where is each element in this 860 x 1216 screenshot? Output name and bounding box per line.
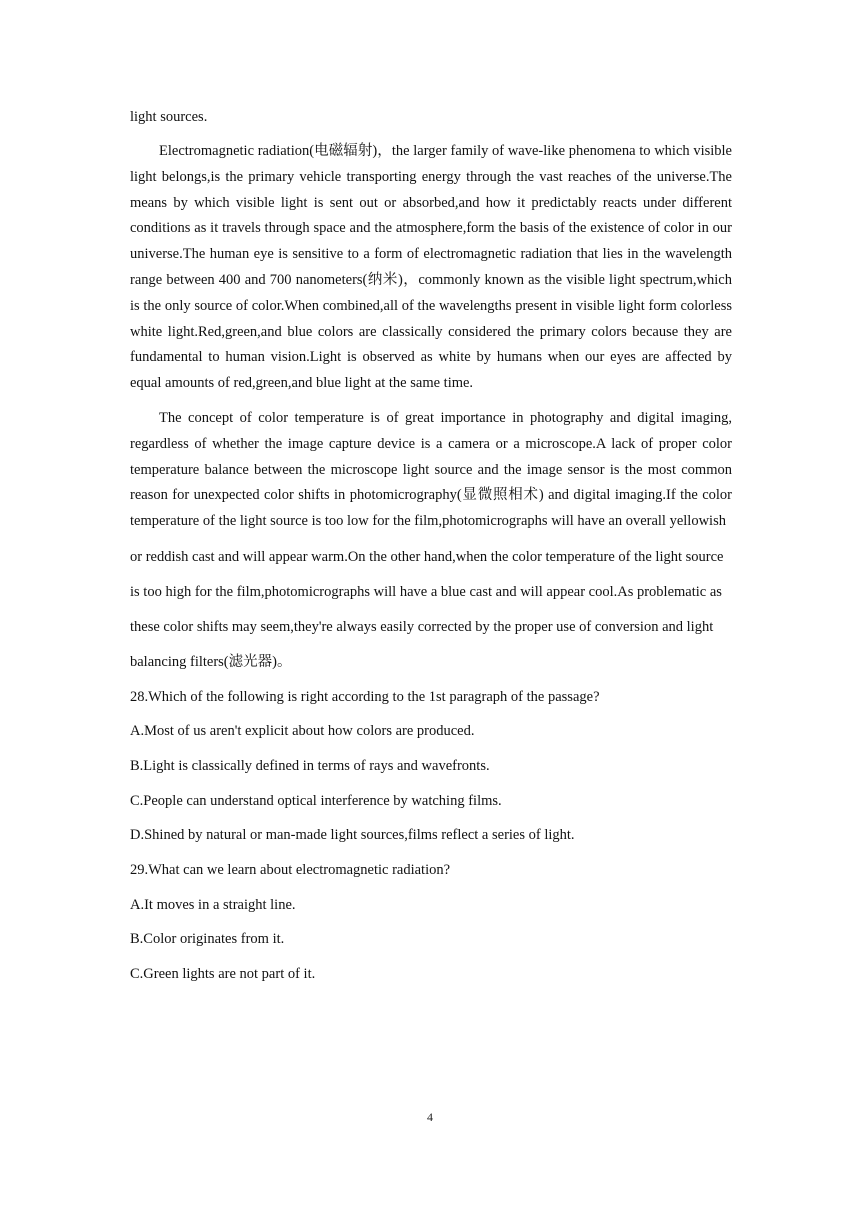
question-29 — [130, 857, 732, 987]
paragraph-chunk: balancing filters(滤光器)。 — [130, 653, 292, 670]
answer-option: D.Shined by natural or man-made light sources,films reflect a series of light. — [130, 827, 575, 844]
paragraph-chunk: is too high for the film,photomicrographs will have a blue cast and will appear cool.As problematic as — [130, 583, 722, 600]
paragraph-chunk: these color shifts may seem,they're always easily corrected by the proper use of conversion and light — [130, 618, 714, 635]
document-body — [130, 104, 732, 996]
paragraph-color-temperature: The concept of color temperature is of great importance in photography and digital imaging, regardless of whether the image capture device is a camera or a microscope.A lack of proper color temperature balance between the microscope light source and the image sensor is the most common reason for unexpected color shifts in photomicrography(显微照相术) and digital imaging.If the color temperature of the light source is too low for the film,photomicrographs will have an overall yellowish — [130, 409, 732, 530]
paragraph-chunk: or reddish cast and will appear warm.On the other hand,when the color temperature of the light source — [130, 548, 724, 565]
answer-option: A.Most of us aren't explicit about how colors are produced. — [130, 723, 475, 740]
question-stem: 29.What can we learn about electromagnetic radiation? — [130, 862, 451, 879]
question-stem: 28.Which of the following is right according to the 1st paragraph of the passage? — [130, 688, 600, 705]
answer-option: B.Light is classically defined in terms of rays and wavefronts. — [130, 758, 490, 775]
question-28 — [130, 684, 732, 849]
text-fragment: light sources. — [130, 109, 208, 125]
answer-option: A.It moves in a straight line. — [130, 896, 296, 913]
paragraph-electromagnetic-radiation: Electromagnetic radiation(电磁辐射)，the larger family of wave-like phenomena to which visible light belongs,is the primary vehicle transporting energy through the vast reaches of the universe.The means by which visible light is sent out or absorbed,and how it predictably reacts under different conditions as it travels through space and the atmosphere,form the basis of the existence of color in our universe.The human eye is sensitive to a form of electromagnetic radiation that lies in the wavelength range between 400 and 700 nanometers(纳米)，commonly known as the visible light spectrum,which is the only source of color.When combined,all of the wavelengths present in visible light form colorless white light.Red,green,and blue colors are classically considered the primary colors because they are fundamental to human vision.Light is observed as white by humans when our eyes are affected by equal amounts of red,green,and blue light at the same time. — [130, 143, 732, 392]
answer-option: C.Green lights are not part of it. — [130, 966, 316, 983]
answer-option: B.Color originates from it. — [130, 931, 285, 948]
page-number: 4 — [427, 1110, 433, 1124]
answer-option: C.People can understand optical interference by watching films. — [130, 792, 502, 809]
